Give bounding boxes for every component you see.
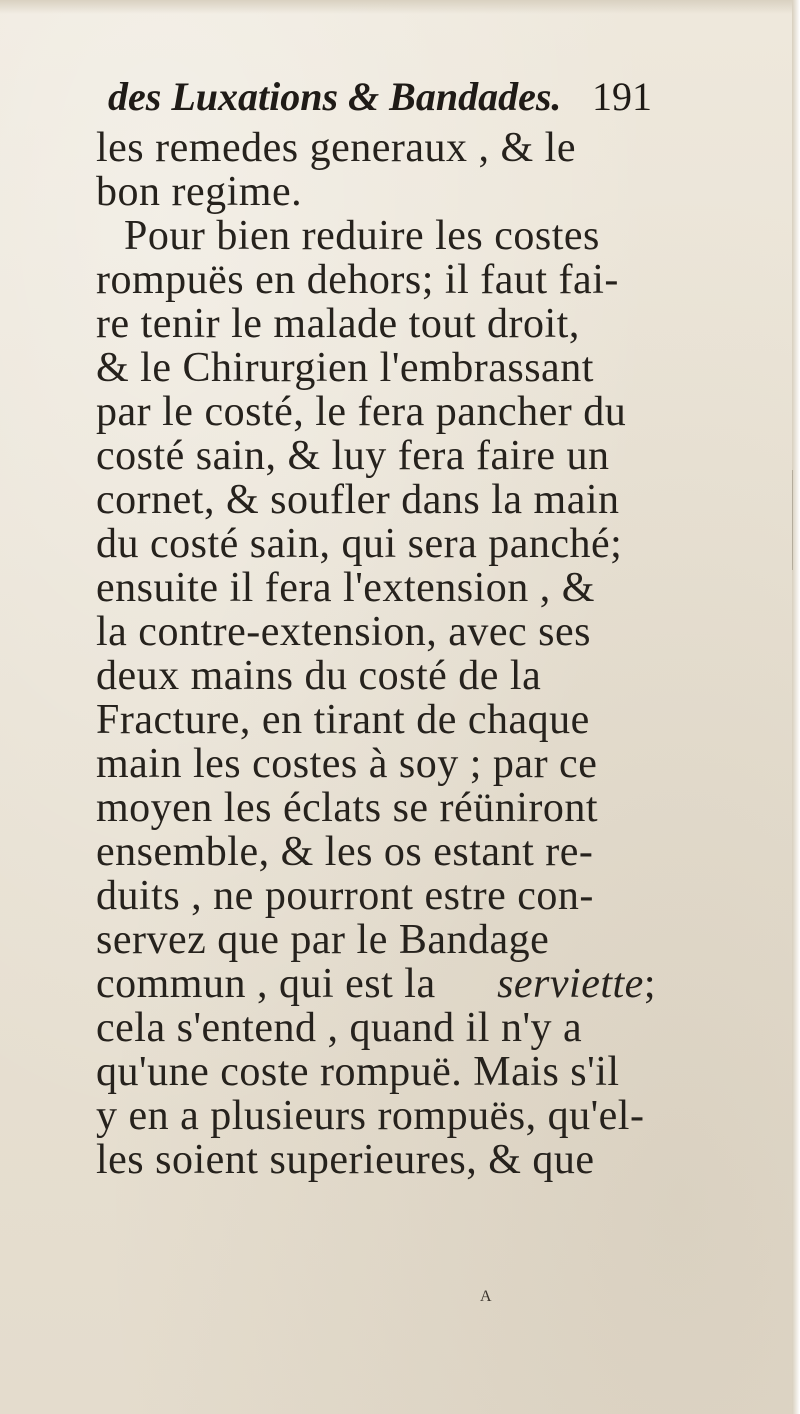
text-line: par le costé, le fera pancher du	[96, 389, 627, 435]
text-line: Pour bien reduire les costes	[124, 213, 600, 259]
text-line: ensemble, & les os estant re-	[96, 829, 594, 875]
text-line: duits , ne pourront estre con-	[96, 873, 594, 919]
text-line: rompuës en dehors; il faut fai-	[96, 257, 619, 303]
page-number: 191	[592, 74, 652, 119]
text-line: servez que par le Bandage	[96, 917, 550, 963]
text-line: y en a plusieurs rompuës, qu'el-	[96, 1093, 645, 1139]
text-line: cela s'entend , quand il n'y a	[96, 1005, 583, 1051]
running-head-title: des Luxations & Bandades.	[108, 74, 562, 119]
text-line: les soient superieures, & que	[96, 1137, 595, 1183]
text-line: re tenir le malade tout droit,	[96, 301, 580, 347]
page-right-edge	[792, 0, 800, 1414]
text-line: & le Chirurgien l'embrassant	[96, 345, 594, 391]
text-line: cornet, & soufler dans la main	[96, 477, 620, 523]
italic-term: serviette	[497, 961, 644, 1007]
page-text	[96, 68, 656, 1182]
text-line: la contre-extension, avec ses	[96, 609, 591, 655]
text-line: commun , qui est la serviette;	[96, 961, 656, 1007]
page-crease	[792, 470, 793, 570]
text-line: les remedes generaux , & le	[96, 125, 576, 171]
text-line: costé sain, & luy fera faire un	[96, 433, 610, 479]
italic-term-suffix: ;	[643, 961, 656, 1007]
text-line: du costé sain, qui sera panché;	[96, 521, 623, 567]
text-line: qu'une coste rompuë. Mais s'il	[96, 1049, 620, 1095]
page-top-edge	[0, 0, 800, 14]
running-head	[96, 68, 656, 126]
text-line: deux mains du costé de la	[96, 653, 542, 699]
text-line: main les costes à soy ; par ce	[96, 741, 598, 787]
text-line: moyen les éclats se réüniront	[96, 785, 599, 831]
text-line: bon regime.	[96, 169, 303, 215]
text-line: ensuite il fera l'extension , &	[96, 565, 595, 611]
signature-mark: A	[480, 1288, 492, 1305]
text-line: Fracture, en tirant de chaque	[96, 697, 590, 743]
